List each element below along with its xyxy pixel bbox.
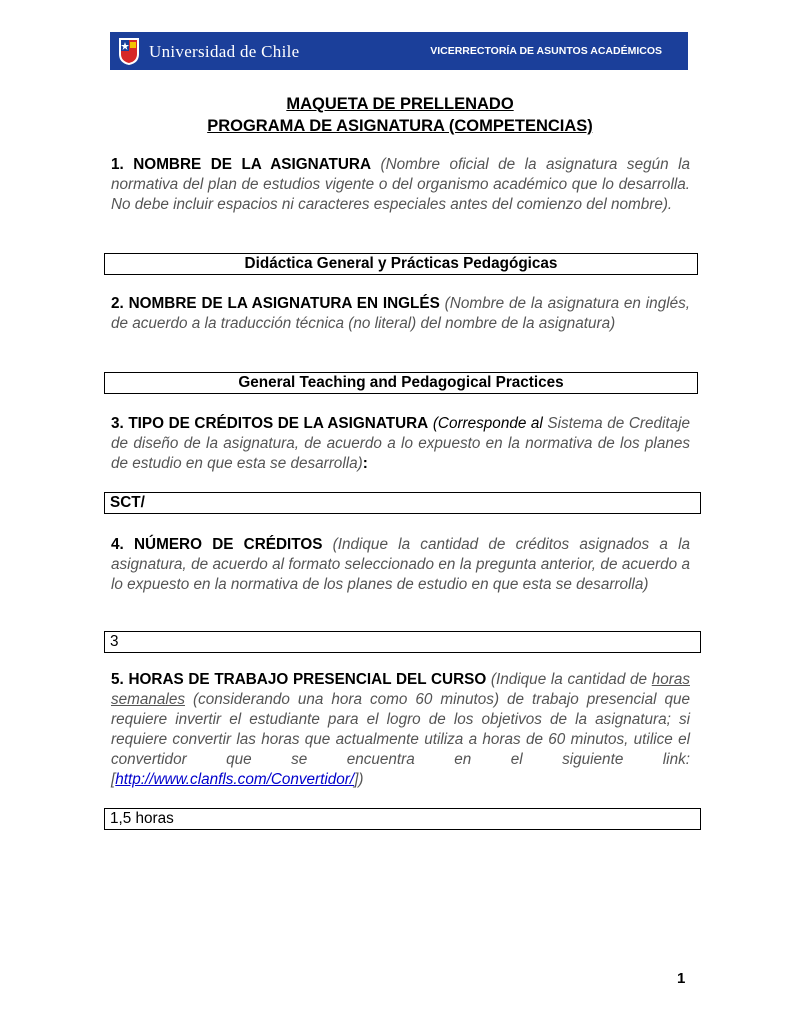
university-name: Universidad de Chile: [149, 42, 300, 61]
page-number: 1: [677, 970, 686, 987]
document-title: MAQUETA DE PRELLENADO: [286, 95, 514, 113]
section-description: Sistema de Creditaje de diseño de la asignatura, de acuerdo a lo expuesto en la normativa de los planes de estudio en que esta se desarrolla): [111, 415, 691, 472]
section-description: (Indique la cantidad de créditos asignados a la asignatura, de acuerdo al formato seleccionado en la pregunta anterior, de acuerdo a lo expuesto en la normativa de los planes de estudio en que esta se desarrolla): [111, 536, 691, 593]
answer-credit-type: SCT/: [104, 492, 701, 514]
section-heading: 3. TIPO DE CRÉDITOS DE LA ASIGNATURA: [111, 415, 429, 432]
section-credit-type: [111, 414, 690, 474]
section-description: (Nombre de la asignatura en inglés, de acuerdo a la traducción técnica (no literal) del nombre de la asignatura): [111, 295, 691, 332]
university-shield-logo: [117, 36, 141, 66]
section-description: (Nombre oficial de la asignatura según la normativa del plan de estudios vigente o del organismo académico que lo desarrolla. No debe incluir espacios ni caracteres especiales antes del comienzo del nombre).: [111, 156, 690, 213]
section-heading: 1. NOMBRE DE LA ASIGNATURA: [111, 156, 372, 173]
institution-header-banner: [110, 32, 688, 70]
section-description: (Indique la cantidad de: [490, 671, 648, 688]
answer-course-name-english: General Teaching and Pedagogical Practices: [104, 372, 698, 394]
section-colon: :: [362, 455, 368, 472]
weekly-hours-emphasis: horas semanales: [111, 671, 690, 708]
section-description-end: ]): [354, 771, 364, 788]
section-course-name: [111, 155, 690, 215]
section-description-continued: (considerando una hora como 60 minutos) de trabajo presencial que requiere invertir el estudiante para el logro de los objetivos de la asignatura; si requiere convertir las horas que actualmente utiliza a horas de 60 minutos, utilice el convertidor que se encuentra en el siguiente link: [: [111, 691, 690, 788]
section-heading: 4. NÚMERO DE CRÉDITOS: [111, 536, 323, 553]
document-subtitle: PROGRAMA DE ASIGNATURA (COMPETENCIAS): [207, 117, 593, 135]
section-course-name-english: [111, 294, 690, 334]
section-heading: 5. HORAS DE TRABAJO PRESENCIAL DEL CURSO: [111, 671, 487, 688]
office-name: VICERRECTORÍA DE ASUNTOS ACADÉMICOS: [430, 45, 662, 57]
section-description-prefix: (Corresponde al: [432, 415, 543, 432]
section-heading: 2. NOMBRE DE LA ASIGNATURA EN INGLÉS: [111, 295, 440, 312]
answer-credit-count: 3: [104, 631, 701, 653]
answer-course-name: Didáctica General y Prácticas Pedagógicas: [104, 253, 698, 275]
answer-contact-hours: 1,5 horas: [104, 808, 701, 830]
section-contact-hours: [111, 670, 690, 790]
section-credit-count: [111, 535, 690, 595]
converter-link[interactable]: http://www.clanfls.com/Convertidor/: [115, 771, 355, 788]
